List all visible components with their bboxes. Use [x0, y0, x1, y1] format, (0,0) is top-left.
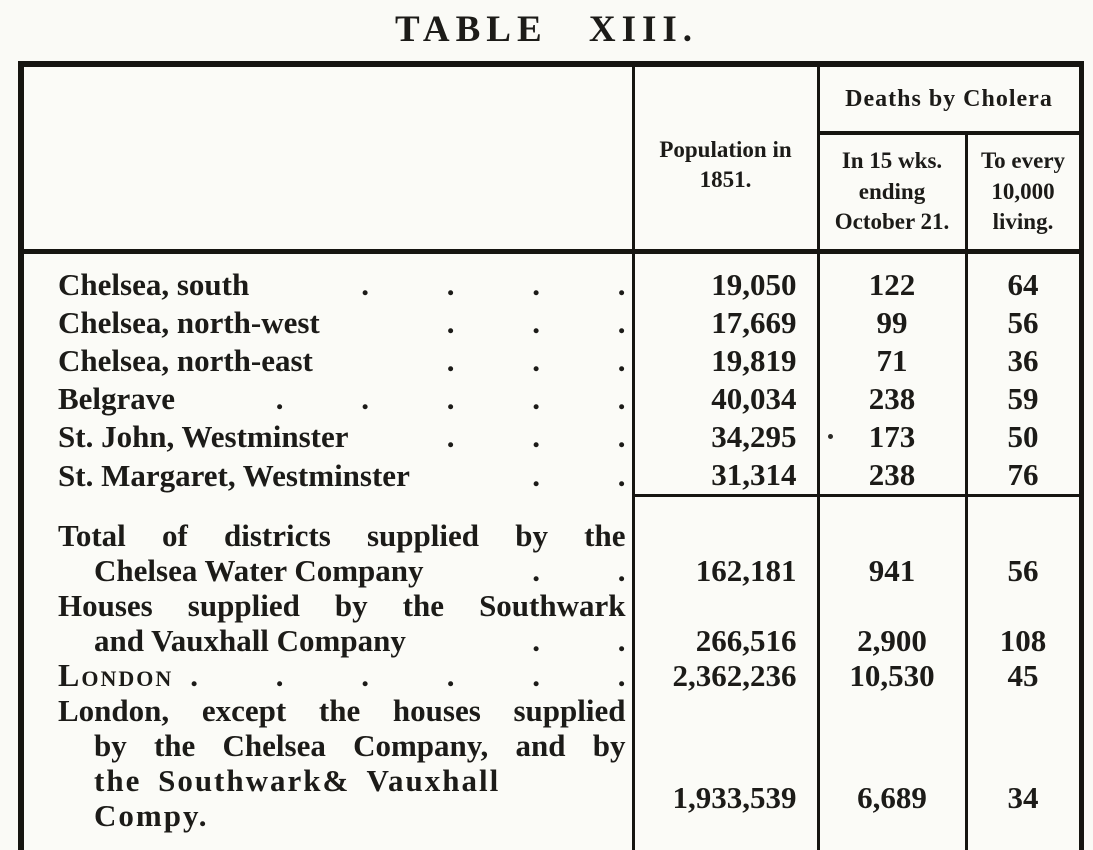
column-header-deaths-group: [818, 64, 1081, 133]
population-value: 2,362,236: [633, 658, 818, 693]
table-row-summary: [21, 693, 1081, 728]
population-value: 19,050: [633, 252, 818, 305]
summary-label-cell: [21, 658, 633, 693]
summary-label-cell: [21, 728, 633, 763]
rate-value: 56: [966, 553, 1081, 588]
table-row-summary: [21, 658, 1081, 693]
leader-dots: . .: [532, 622, 626, 658]
table-row-summary: [21, 588, 1081, 623]
district-label-cell: [21, 380, 633, 418]
district-label-cell: [21, 252, 633, 305]
ink-speck-decoration: [828, 434, 833, 439]
rate-cell: [966, 728, 1081, 763]
district-label-cell: [21, 304, 633, 342]
district-label: Chelsea, south: [58, 267, 250, 302]
deaths-cell: [818, 588, 966, 623]
deaths-value: 238: [818, 380, 966, 418]
table-row-summary: [21, 623, 1081, 658]
table-row-district: [21, 418, 1081, 456]
header-row-1: [21, 64, 1081, 133]
deaths-value: 173: [868, 419, 916, 454]
deaths-value: 10,530: [818, 658, 966, 693]
leader-dots: . . .: [446, 305, 626, 340]
district-label-cell: [21, 418, 633, 456]
district-label-cell: [21, 456, 633, 496]
deaths-value: 99: [818, 304, 966, 342]
summary-label-cell: [21, 553, 633, 588]
deaths-value: 6,689: [818, 763, 966, 850]
population-cell: [633, 728, 818, 763]
population-value: 1,933,539: [633, 763, 818, 850]
page-title: TABLE XIII.: [394, 9, 699, 50]
table-row-district: [21, 380, 1081, 418]
rate-value: 56: [966, 304, 1081, 342]
district-label-cell: [21, 342, 633, 380]
rate-value: 50: [966, 418, 1081, 456]
deaths-cell: [818, 496, 966, 553]
summary-label: London: [58, 656, 174, 693]
table-row-district: [21, 252, 1081, 305]
table-row-summary: [21, 496, 1081, 553]
table-row-district: [21, 456, 1081, 496]
rate-value: 108: [966, 623, 1081, 658]
summary-label-cell: [21, 588, 633, 623]
deaths-cell: [818, 693, 966, 728]
column-header-deaths-rate: [966, 133, 1081, 252]
district-label: St. John, Westminster: [58, 419, 349, 454]
district-label: Belgrave: [58, 381, 176, 416]
table-row-district: [21, 342, 1081, 380]
column-header-deaths-rate-text: To every 10,000 living.: [980, 148, 1066, 235]
deaths-value: 941: [818, 553, 966, 588]
summary-label: by the Chelsea Company, and by: [94, 727, 626, 763]
population-value: 19,819: [633, 342, 818, 380]
summary-label: the Southwark& Vauxhall Compy.: [94, 762, 501, 833]
deaths-cell: [818, 728, 966, 763]
population-value: 40,034: [633, 380, 818, 418]
summary-label-cell: [21, 496, 633, 553]
deaths-value-cell: [818, 418, 966, 456]
rate-cell: [966, 496, 1081, 553]
column-header-deaths-group-text: Deaths by Cholera: [845, 85, 1053, 112]
column-header-deaths-15wks-text: In 15 wks. ending October 21.: [834, 148, 950, 235]
summary-label: Houses supplied by the Southwark: [58, 587, 626, 623]
summary-label-cell: [21, 693, 633, 728]
column-header-population-text: Population in 1851.: [659, 136, 792, 192]
leader-dots: . . . . .: [275, 381, 626, 416]
population-value: 17,669: [633, 304, 818, 342]
leader-dots: . . . . . .: [190, 657, 626, 693]
table-row-summary: [21, 728, 1081, 763]
summary-label-cell: [21, 763, 633, 850]
summary-label: and Vauxhall Company: [94, 622, 406, 658]
deaths-value: 71: [818, 342, 966, 380]
summary-label: London, except the houses supplied: [58, 692, 626, 728]
rate-value: 36: [966, 342, 1081, 380]
leader-dots: . . .: [446, 419, 626, 454]
rate-value: 59: [966, 380, 1081, 418]
population-cell: [633, 496, 818, 553]
leader-dots: . . .: [446, 343, 626, 378]
column-header-deaths-15wks: [818, 133, 966, 252]
rate-value: 64: [966, 252, 1081, 305]
column-header-population: [633, 64, 818, 252]
leader-dots: . .: [532, 457, 626, 493]
rate-value: 76: [966, 456, 1081, 496]
deaths-value: 2,900: [818, 623, 966, 658]
leader-dots: . . . .: [361, 267, 626, 302]
rate-cell: [966, 693, 1081, 728]
deaths-value: 238: [818, 456, 966, 496]
cholera-table: [18, 61, 1084, 850]
summary-label: Total of districts supplied by the: [58, 517, 626, 553]
district-label: St. Margaret, Westminster: [58, 457, 410, 493]
population-value: 162,181: [633, 553, 818, 588]
population-value: 34,295: [633, 418, 818, 456]
table-row-district: [21, 304, 1081, 342]
population-cell: [633, 588, 818, 623]
population-cell: [633, 693, 818, 728]
district-label: Chelsea, north-west: [58, 305, 320, 340]
summary-label-cell: [21, 623, 633, 658]
deaths-value: 122: [818, 252, 966, 305]
rate-cell: [966, 588, 1081, 623]
rate-value: 34: [966, 763, 1081, 850]
summary-label: Chelsea Water Company: [94, 552, 424, 588]
population-value: 31,314: [633, 456, 818, 496]
population-value: 266,516: [633, 623, 818, 658]
leader-dots: . .: [532, 552, 626, 588]
district-label: Chelsea, north-east: [58, 343, 313, 378]
corner-header-cell: [21, 64, 633, 252]
rate-value: 45: [966, 658, 1081, 693]
table-row-summary: [21, 553, 1081, 588]
table-row-summary: [21, 763, 1081, 850]
